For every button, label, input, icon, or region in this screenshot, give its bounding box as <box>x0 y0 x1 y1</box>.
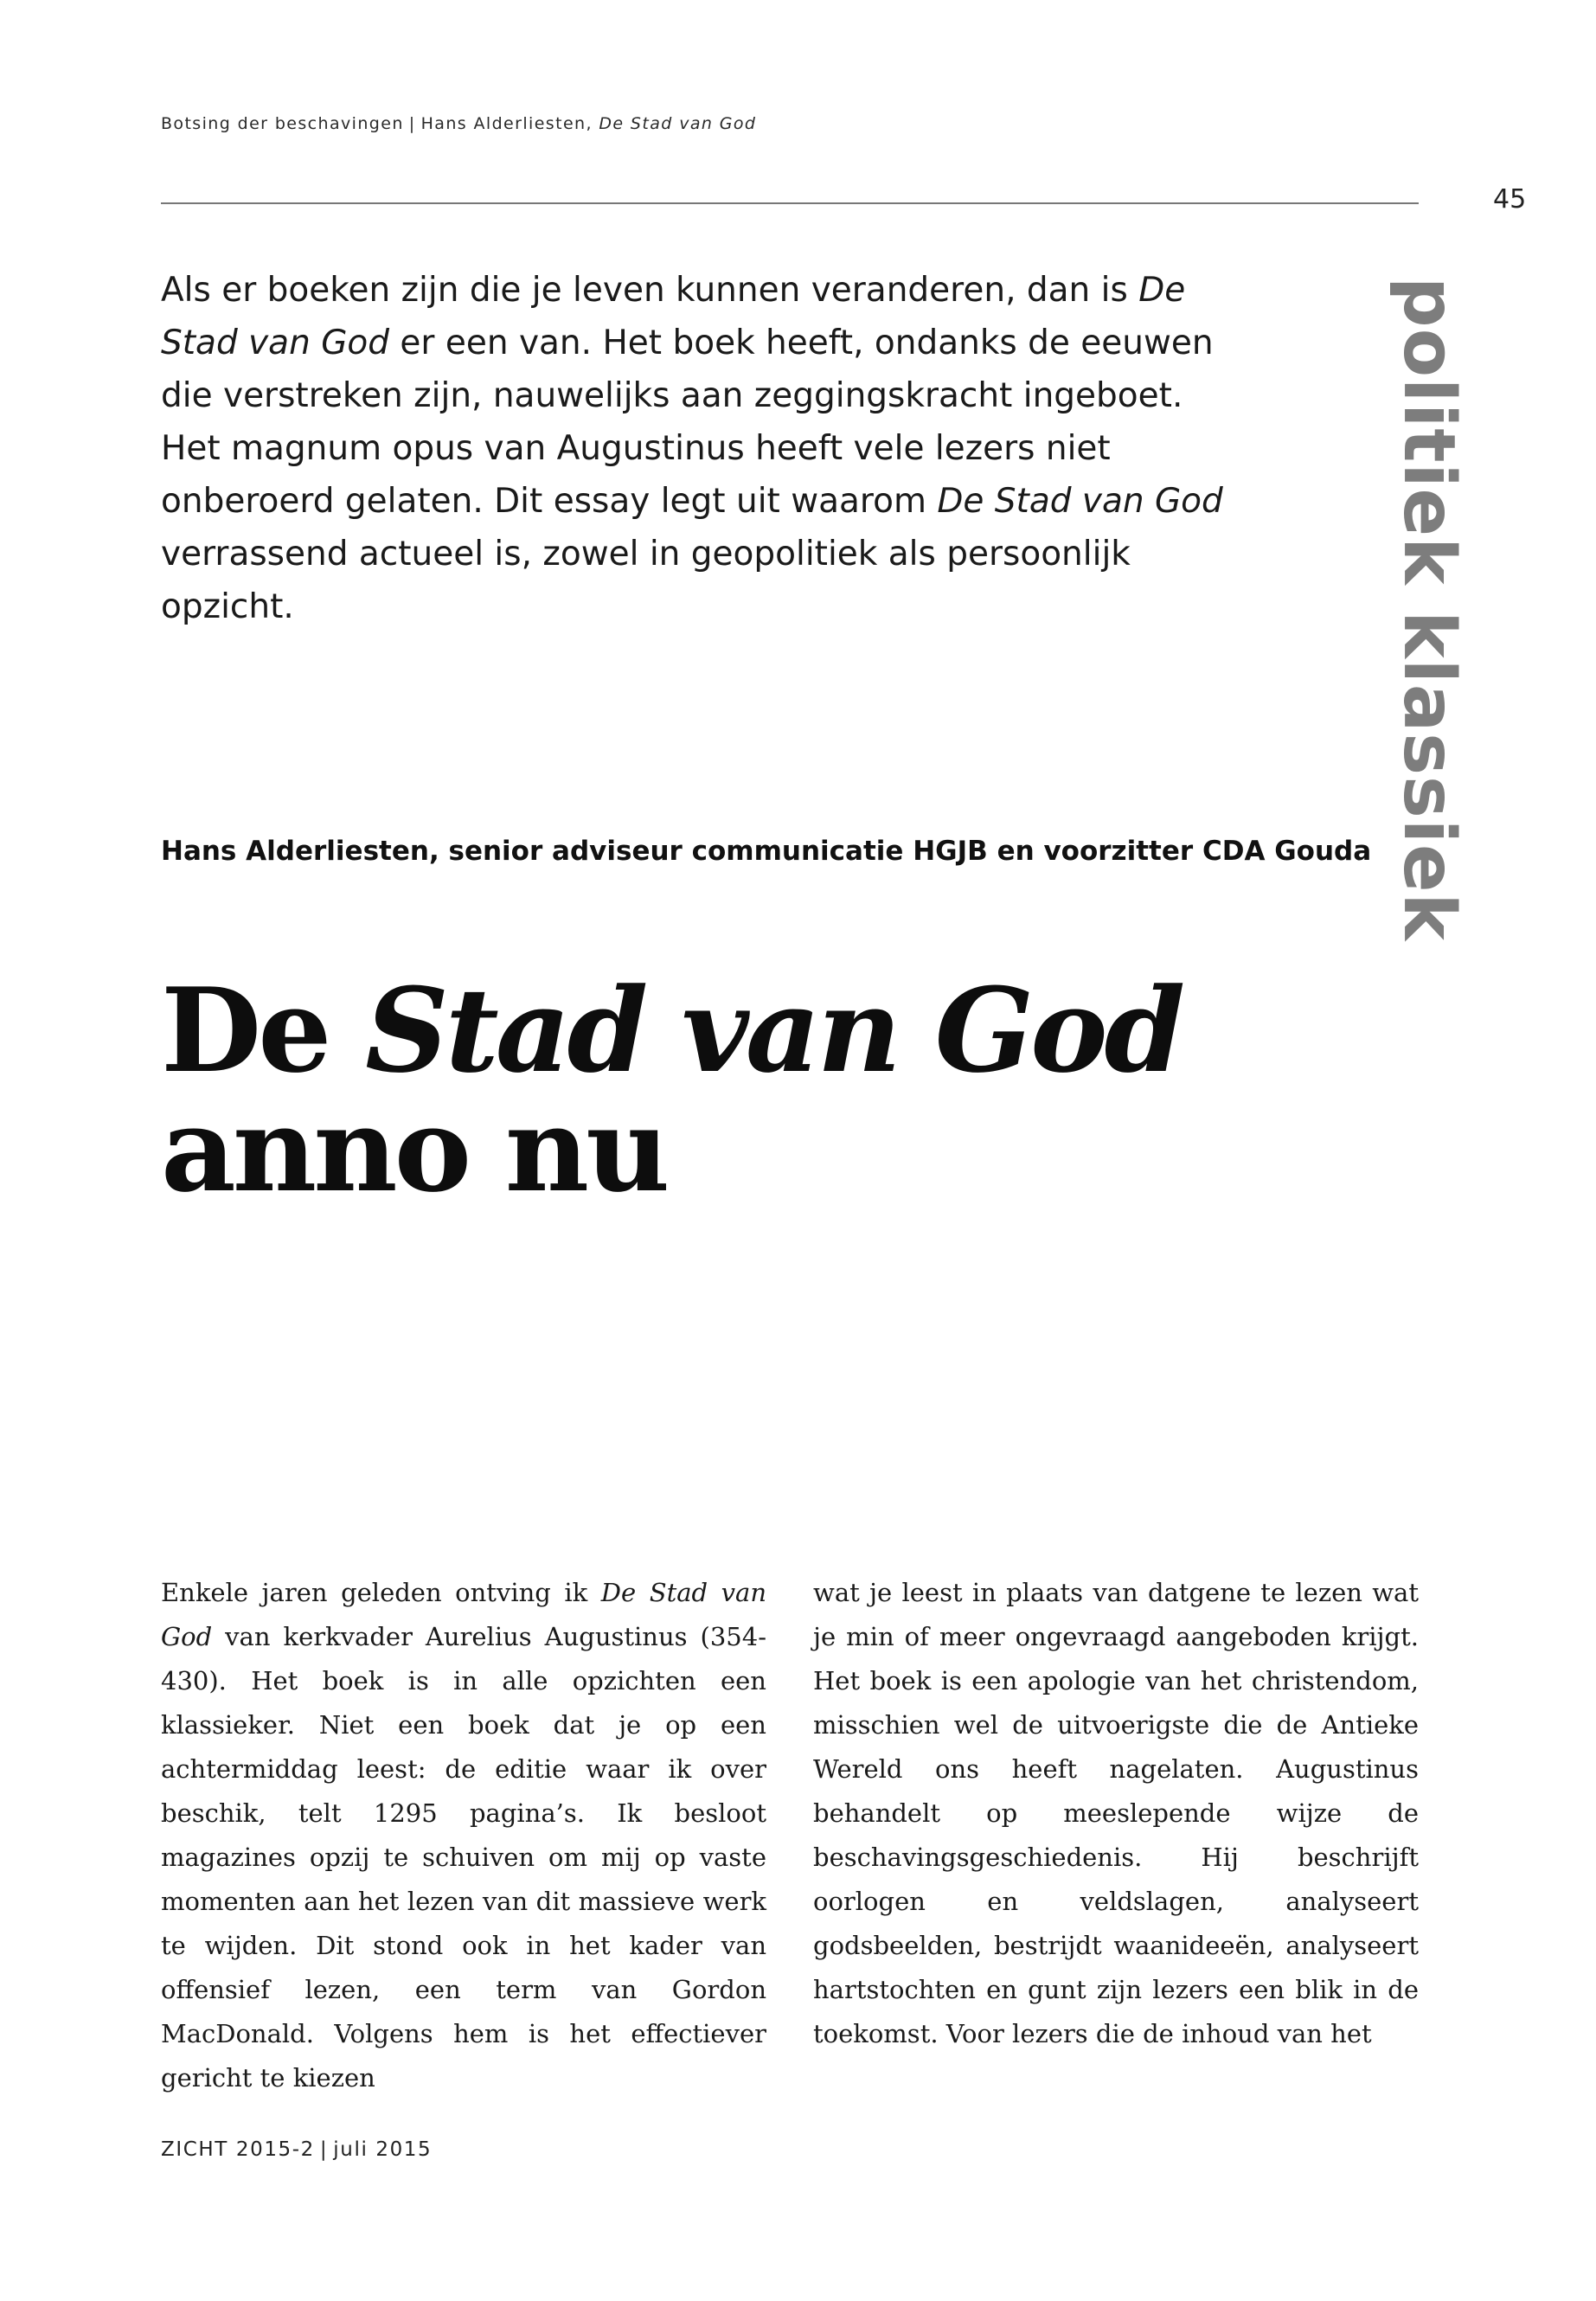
title-word-de: De <box>161 962 329 1099</box>
title-italic: Stad van God <box>365 962 1183 1099</box>
section-label: politiek klassiek <box>1388 277 1470 942</box>
footer-date: juli 2015 <box>333 2138 433 2161</box>
title-line-2: anno nu <box>161 1081 667 1218</box>
body-left-text-2: van kerkvader Aurelius Augustinus (354-430). Het boek is in alle opzichten een klassieker. Niet een boek dat je op een achtermiddag leest: de editie waar ik over beschik, telt 1295 pagina’s. Ik besloot magazines opzij te schuiven om mij op vaste momenten aan het lezen van dit massieve werk te wijden. Dit stond ook in het kader van offensief lezen, een term van Gordon MacDonald. Volgens hem is het effectiever gericht te kiezen <box>161 1622 766 2093</box>
running-head-author: Hans Alderliesten, <box>420 114 593 133</box>
running-head-section: Botsing der beschavingen <box>161 114 404 133</box>
body-paragraph-left <box>161 1571 766 2100</box>
footer-separator: | <box>319 2138 329 2161</box>
intro-text-2: er een van. Het boek heeft, ondanks de eeuwen die verstreken zijn, nauwelijks aan zeggingskracht ingeboet. Het magnum opus van Augustinus heeft vele lezers niet onberoerd gelaten. Dit essay legt uit waarom <box>161 324 1214 521</box>
page-footer <box>161 2138 432 2161</box>
article-title <box>161 962 1285 1218</box>
body-paragraph-right: wat je leest in plaats van datgene te lezen wat je min of meer ongevraagd aangeboden krijgt. Het boek is een apologie van het christendom, misschien wel de uitvoerigste die de Antieke Wereld ons heeft nagelaten. Augustinus behandelt op meeslepende wijze de beschavingsgeschiedenis. Hij beschrijft oorlogen en veldslagen, analyseert godsbeelden, bestrijdt waanideeën, analyseert hartstochten en gunt zijn lezers een blik in de toekomst. Voor lezers die de inhoud van het <box>813 1578 1419 2048</box>
title-line-1 <box>161 962 1285 1099</box>
intro-book-title-2: De Stad van God <box>937 482 1223 521</box>
intro-paragraph <box>161 264 1225 633</box>
page-number: 45 <box>1493 184 1527 215</box>
body-column-left <box>161 1571 766 2100</box>
intro-lead <box>161 264 1225 633</box>
body-column-right <box>813 1571 1419 2056</box>
intro-text-3: verrassend actueel is, zowel in geopolitiek als persoonlijk opzicht. <box>161 535 1131 626</box>
author-byline: Hans Alderliesten, senior adviseur communicatie HGJB en voorzitter CDA Gouda <box>161 836 1372 867</box>
running-head-title: De Stad van God <box>599 114 757 133</box>
body-left-text-1: Enkele jaren geleden ontving ik <box>161 1578 601 1607</box>
running-head <box>161 114 756 133</box>
header-rule <box>161 202 1419 204</box>
intro-book-title-1: De Stad van God <box>161 271 1186 362</box>
intro-text-1: Als er boeken zijn die je leven kunnen veranderen, dan is <box>161 271 1139 310</box>
body-left-book-title: De Stad van God <box>161 1578 767 1651</box>
running-head-separator: | <box>408 114 416 133</box>
footer-journal: ZICHT 2015-2 <box>161 2138 315 2161</box>
